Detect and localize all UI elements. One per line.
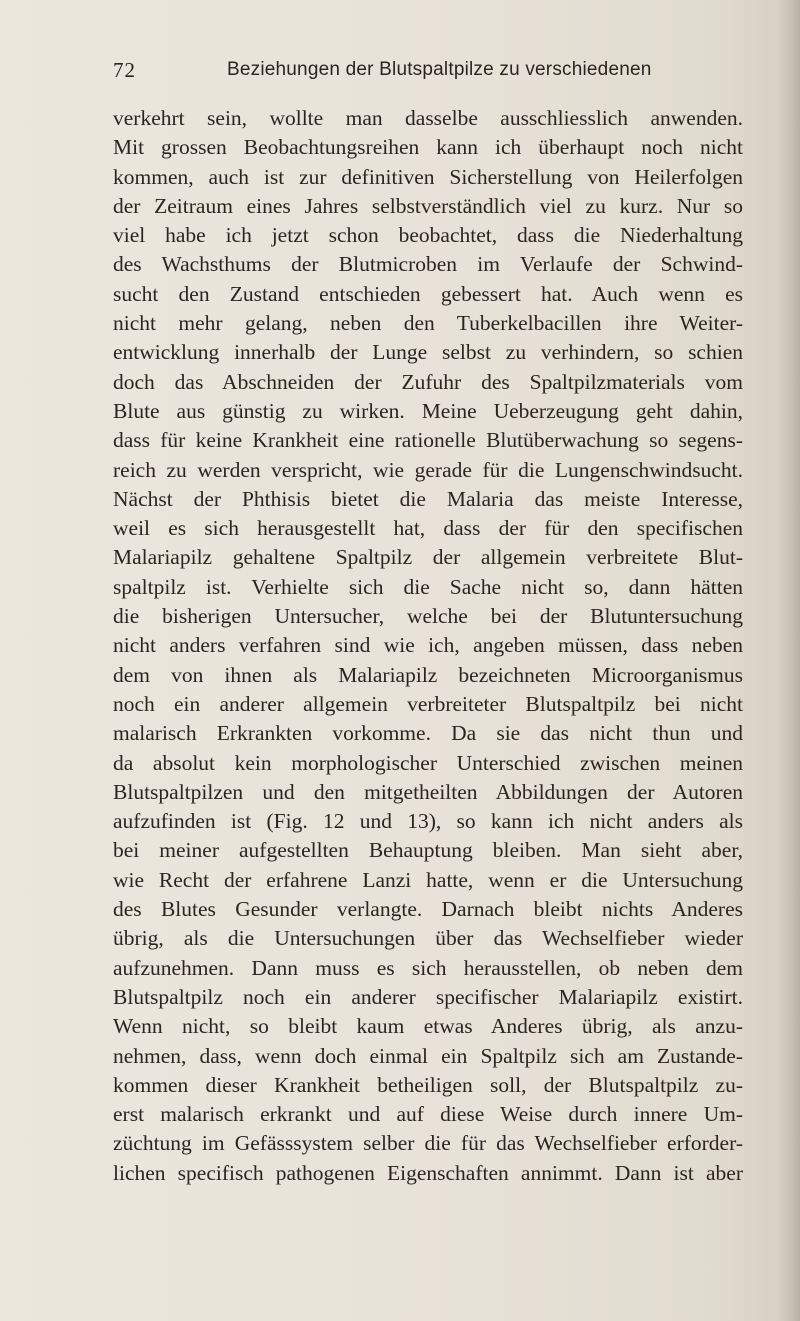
- text-line: des Wachsthums der Blutmicroben im Verlaufe der Schwind-: [113, 252, 743, 277]
- text-line: Wenn nicht, so bleibt kaum etwas Anderes übrig, als anzu-: [113, 1014, 743, 1039]
- page-number: 72: [113, 58, 136, 82]
- text-line: aufzufinden ist (Fig. 12 und 13), so kann ich nicht anders als: [113, 809, 743, 834]
- text-line: Mit grossen Beobachtungsreihen kann ich überhaupt noch nicht: [113, 135, 743, 160]
- text-line: noch ein anderer allgemein verbreiteter Blutspaltpilz bei nicht: [113, 691, 743, 716]
- text-line: weil es sich herausgestellt hat, dass der für den specifischen: [113, 516, 743, 541]
- text-line: verkehrt sein, wollte man dasselbe ausschliesslich anwenden.: [113, 106, 743, 130]
- text-line: Nächst der Phthisis bietet die Malaria das meiste Interesse,: [113, 486, 743, 511]
- text-line: Blutspaltpilzen und den mitgetheilten Abbildungen der Autoren: [113, 779, 743, 804]
- text-line: Blutspaltpilz noch ein anderer specifischer Malariapilz existirt.: [113, 984, 743, 1009]
- text-line: wie Recht der erfahrene Lanzi hatte, wenn er die Untersuchung: [113, 867, 743, 892]
- text-line: die bisherigen Untersucher, welche bei der Blutuntersuchung: [113, 604, 743, 629]
- text-line: nehmen, dass, wenn doch einmal ein Spaltpilz sich am Zustande-: [113, 1043, 743, 1068]
- text-line: viel habe ich jetzt schon beobachtet, dass die Niederhaltung: [113, 223, 743, 248]
- text-line: dem von ihnen als Malariapilz bezeichneten Microorganismus: [113, 662, 743, 687]
- text-line: übrig, als die Untersuchungen über das Wechselfieber wieder: [113, 926, 743, 951]
- text-line: nicht anders verfahren sind wie ich, angeben müssen, dass neben: [113, 633, 743, 658]
- text-line: kommen, auch ist zur definitiven Sicherstellung von Heilerfolgen: [113, 164, 743, 189]
- text-line: züchtung im Gefässsystem selber die für das Wechselfieber erforder-: [113, 1131, 743, 1156]
- text-line: dass für keine Krankheit eine rationelle Blutüberwachung so segens-: [113, 428, 743, 453]
- text-line: reich zu werden verspricht, wie gerade für die Lungenschwindsucht.: [113, 457, 743, 482]
- page-edge-shadow: [778, 0, 800, 1321]
- running-head: Beziehungen der Blutspaltpilze zu verschiedenen: [227, 59, 652, 80]
- text-line: bei meiner aufgestellten Behauptung bleiben. Man sieht aber,: [113, 838, 743, 863]
- page-header: [113, 58, 743, 88]
- text-line: Malariapilz gehaltene Spaltpilz der allgemein verbreitete Blut-: [113, 545, 743, 570]
- text-line: Blute aus günstig zu wirken. Meine Ueberzeugung geht dahin,: [113, 398, 743, 423]
- text-line: doch das Abschneiden der Zufuhr des Spaltpilzmaterials vom: [113, 369, 743, 394]
- text-line: kommen dieser Krankheit betheiligen soll, der Blutspaltpilz zu-: [113, 1072, 743, 1097]
- text-line: entwicklung innerhalb der Lunge selbst zu verhindern, so schien: [113, 340, 743, 365]
- text-line: malarisch Erkrankten vorkomme. Da sie das nicht thun und: [113, 721, 743, 746]
- text-line: der Zeitraum eines Jahres selbstverständlich viel zu kurz. Nur so: [113, 193, 743, 218]
- text-line: nicht mehr gelang, neben den Tuberkelbacillen ihre Weiter-: [113, 311, 743, 336]
- text-line: lichen specifisch pathogenen Eigenschaften annimmt. Dann ist aber: [113, 1160, 743, 1185]
- body-text: [113, 104, 743, 1188]
- text-line: da absolut kein morphologischer Unterschied zwischen meinen: [113, 750, 743, 775]
- text-line: des Blutes Gesunder verlangte. Darnach bleibt nichts Anderes: [113, 897, 743, 922]
- text-line: erst malarisch erkrankt und auf diese Weise durch innere Um-: [113, 1102, 743, 1127]
- text-line: aufzunehmen. Dann muss es sich herausstellen, ob neben dem: [113, 955, 743, 980]
- text-line: sucht den Zustand entschieden gebessert hat. Auch wenn es: [113, 281, 743, 306]
- text-line: spaltpilz ist. Verhielte sich die Sache nicht so, dann hätten: [113, 574, 743, 599]
